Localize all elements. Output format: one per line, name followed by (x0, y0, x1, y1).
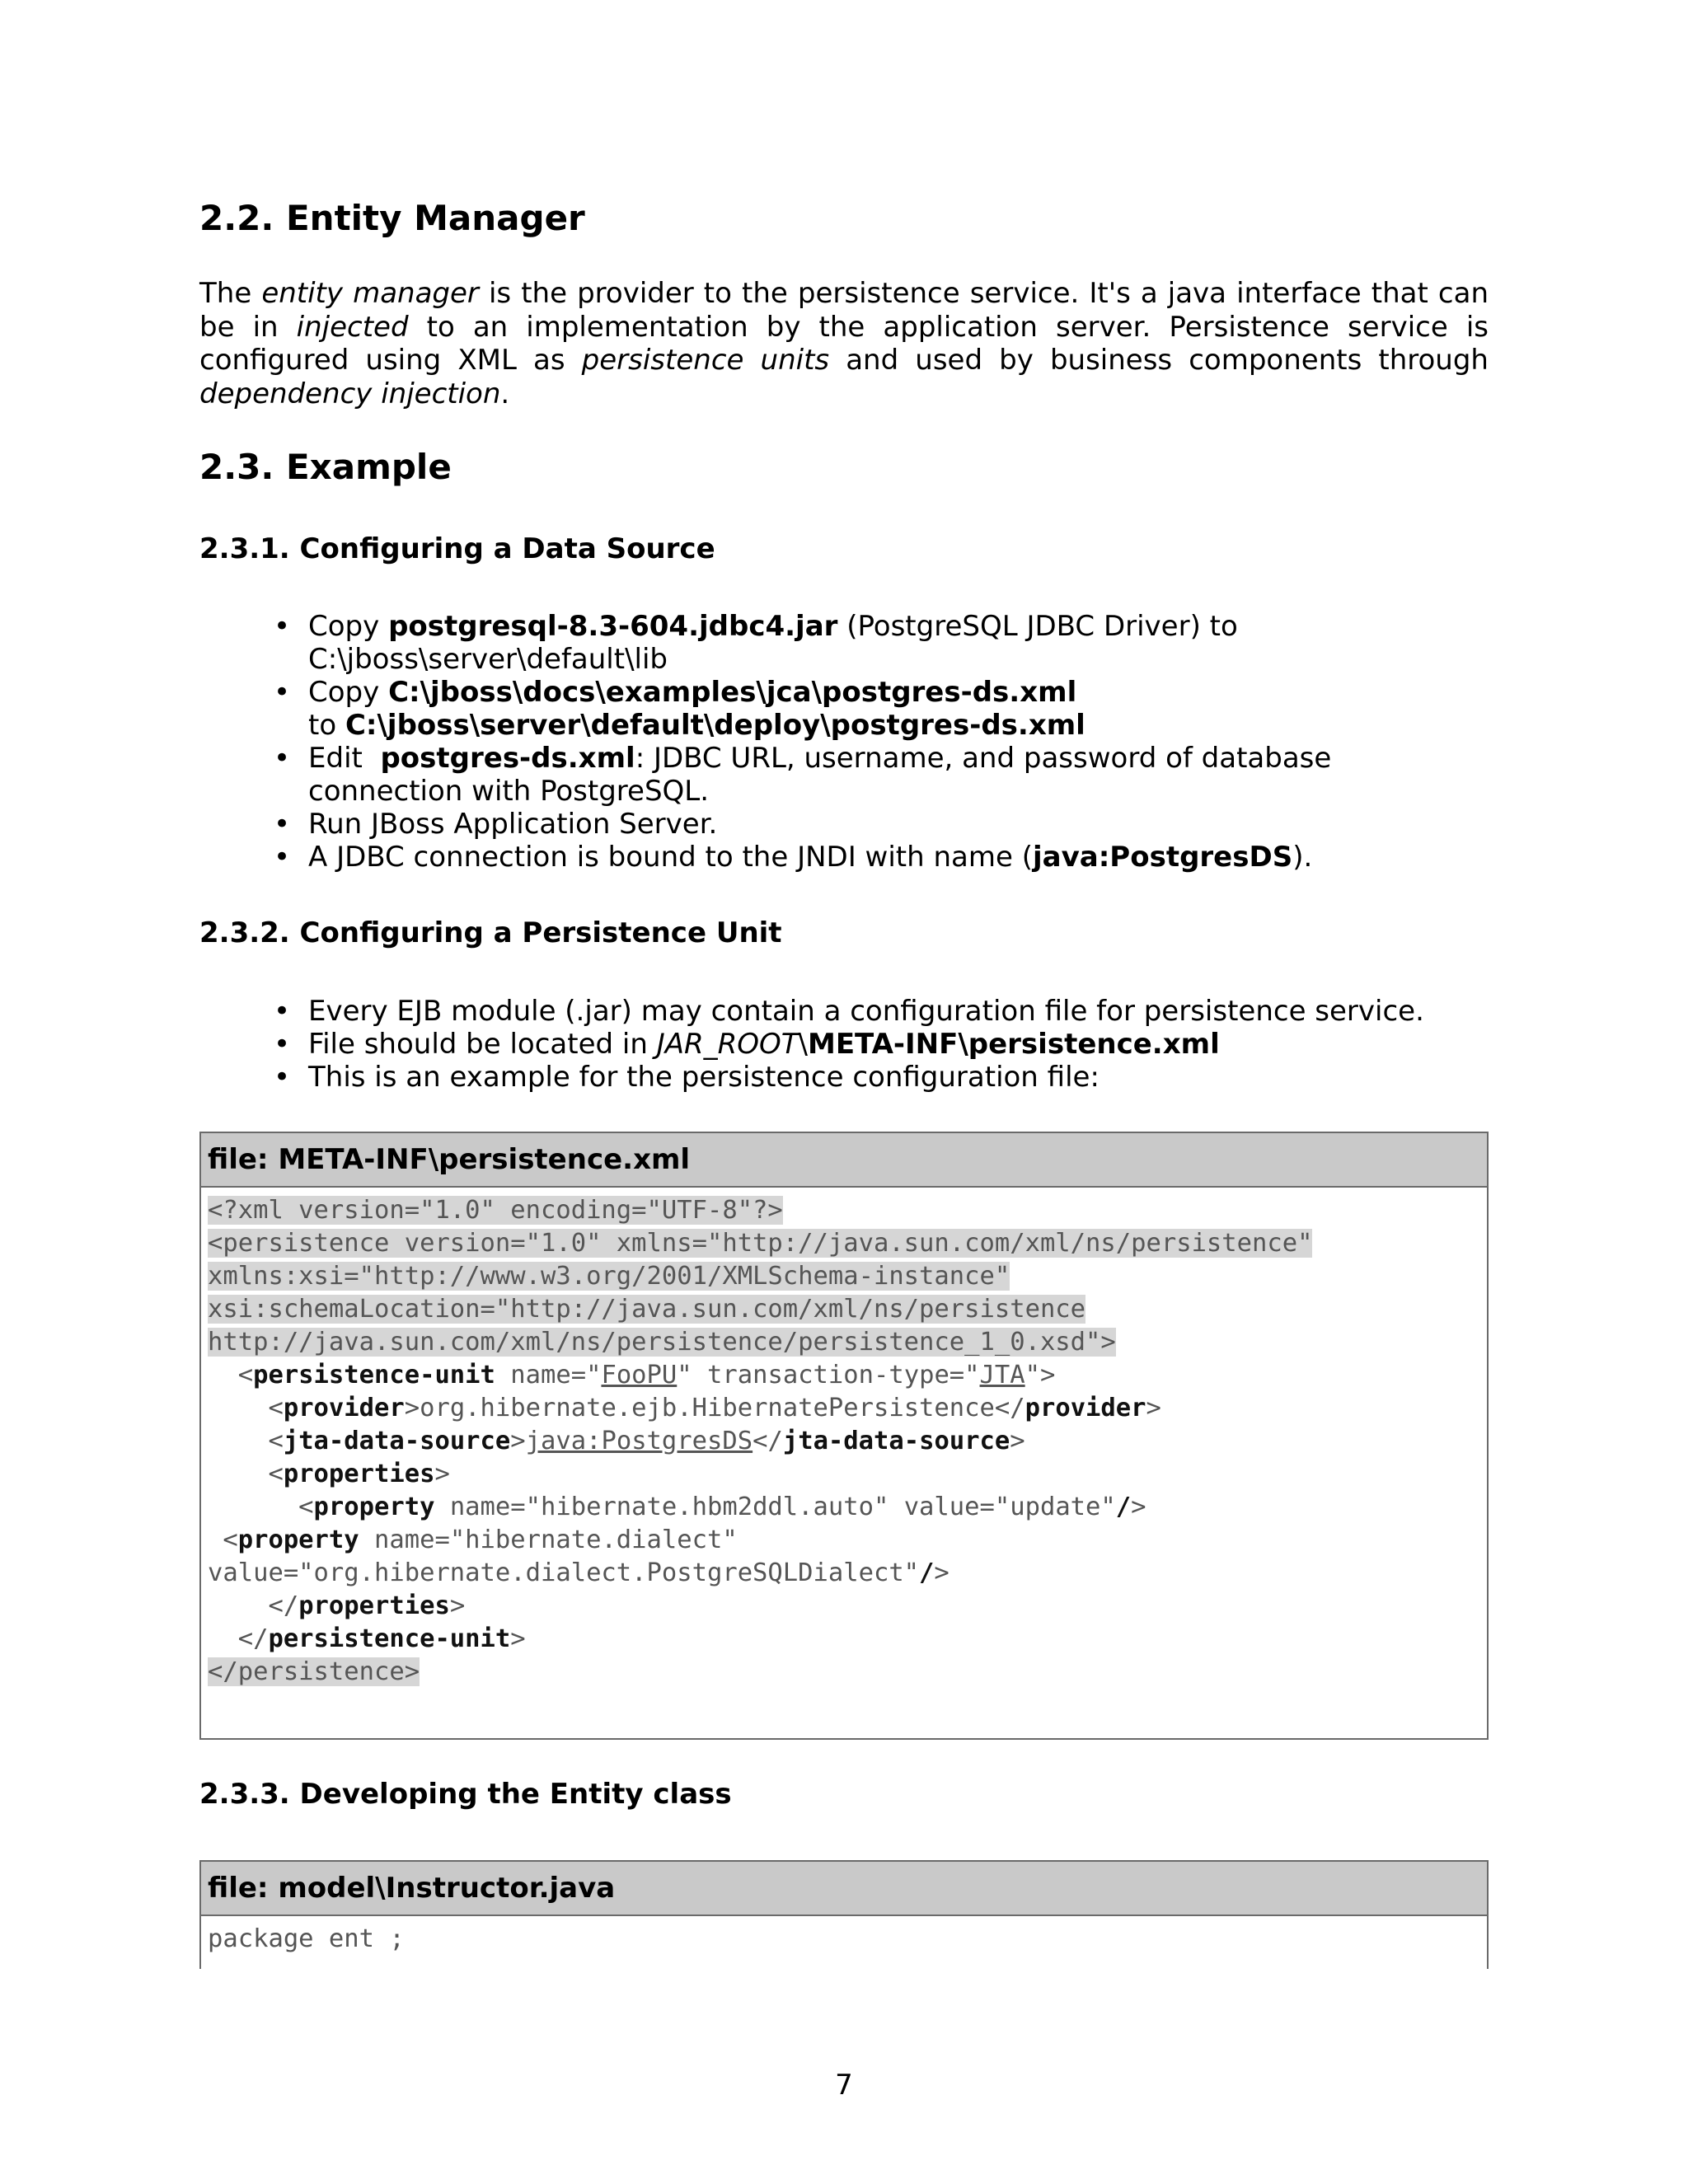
page-number: 7 (835, 2069, 853, 2102)
heading-configuring-data-source: 2.3.1. Configuring a Data Source (199, 532, 715, 565)
code-line: <property name="hibernate.dialect" (208, 1526, 738, 1554)
para-text: The (199, 277, 262, 310)
para-emphasis: persistence units (581, 344, 830, 377)
code-line: </persistence-unit> (208, 1624, 526, 1653)
list-item: • Every EJB module (.jar) may contain a configuration file for persistence service. (199, 995, 1489, 1028)
heading-example: 2.3. Example (199, 447, 452, 487)
code-line: </properties> (208, 1591, 466, 1620)
heading-entity-manager: 2.2. Entity Manager (199, 198, 585, 238)
list-item: • File should be located in JAR_ROOT\META-INF\persistence.xml (199, 1028, 1489, 1061)
para-emphasis: entity manager (261, 277, 479, 310)
list-item: • Copy C:\jboss\docs\examples\jca\postgres-ds.xml to C:\jboss\server\default\deploy\postgres-ds.xml (199, 676, 1489, 742)
code-line: <property name="hibernate.hbm2ddl.auto" value="update"/> (208, 1493, 1146, 1521)
code-line: package ent ; (208, 1924, 405, 1953)
code-line: value="org.hibernate.dialect.PostgreSQLDialect"/> (208, 1558, 950, 1587)
list-item: • Copy postgresql-8.3-604.jdbc4.jar (PostgreSQL JDBC Driver) to C:\jboss\server\default\lib (199, 610, 1489, 676)
para-text: . (500, 377, 510, 410)
heading-configuring-persistence-unit: 2.3.2. Configuring a Persistence Unit (199, 916, 782, 949)
list-item: • This is an example for the persistence configuration file: (199, 1061, 1489, 1094)
code-line: <jta-data-source>java:PostgresDS</jta-data-source> (208, 1427, 1025, 1455)
code-box-title: file: META-INF\persistence.xml (201, 1133, 1487, 1188)
code-line: <persistence-unit name="FooPU" transaction-type="JTA"> (208, 1361, 1056, 1390)
data-source-steps-list (199, 610, 1489, 874)
code-line: http://java.sun.com/xml/ns/persistence/persistence_1_0.xsd"> (208, 1328, 1116, 1357)
para-emphasis: dependency injection (199, 377, 501, 410)
list-item: • Edit postgres-ds.xml: JDBC URL, username, and password of database connection with PostgreSQL. (199, 742, 1489, 808)
list-item: • A JDBC connection is bound to the JNDI with name (java:PostgresDS). (199, 841, 1489, 874)
para-emphasis: injected (296, 310, 409, 344)
code-box-title: file: model\Instructor.java (201, 1862, 1487, 1916)
code-listing (201, 1188, 1487, 1689)
code-box-instructor-java (199, 1860, 1489, 1969)
heading-developing-entity-class: 2.3.3. Developing the Entity class (199, 1778, 732, 1811)
code-listing (201, 1916, 1487, 1956)
code-line: <provider>org.hibernate.ejb.HibernatePersistence</provider> (208, 1394, 1161, 1422)
entity-manager-paragraph (199, 277, 1489, 410)
list-item: • Run JBoss Application Server. (199, 808, 1489, 841)
code-line: <?xml version="1.0" encoding="UTF-8"?> (208, 1196, 783, 1225)
persistence-unit-steps-list (199, 995, 1489, 1094)
para-text: and used by business components through (829, 344, 1489, 377)
code-line: </persistence> (208, 1657, 420, 1686)
code-box-persistence-xml (199, 1132, 1489, 1740)
para-text: to an implementation by the application server. Persistence service is configured using XML as (199, 310, 1489, 377)
code-line: <properties> (208, 1460, 450, 1488)
code-line: <persistence version="1.0" xmlns="http://java.sun.com/xml/ns/persistence" (208, 1229, 1313, 1258)
code-line: xmlns:xsi="http://www.w3.org/2001/XMLSchema-instance" (208, 1262, 1010, 1291)
para-text: is the provider to the persistence service. It's a java interface that can be in (199, 277, 1489, 344)
code-line: xsi:schemaLocation="http://java.sun.com/xml/ns/persistence (208, 1295, 1086, 1324)
